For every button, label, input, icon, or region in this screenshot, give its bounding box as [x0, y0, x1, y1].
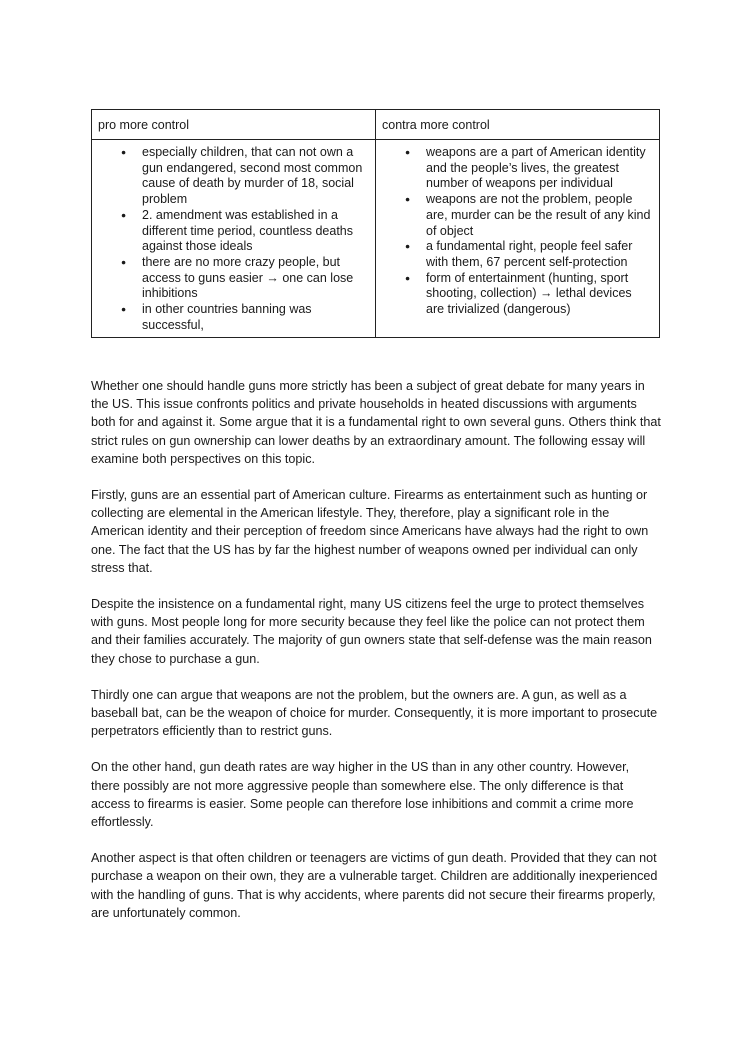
- header-pro: pro more control: [92, 110, 376, 140]
- essay-paragraph-intro: Whether one should handle guns more strictly has been a subject of great debate for many years in the US. This issue confronts politics and private households in heated discussions with arguments both for and against it. Some argue that it is a fundamental right to own several guns. Others think that strict rules on gun ownership can lower deaths by an extraordinary amount. The following essay will examine both perspectives on this topic.: [91, 379, 661, 466]
- pros-cons-table: [91, 109, 660, 338]
- pro-cell: [92, 140, 376, 338]
- essay-paragraph: Firstly, guns are an essential part of American culture. Firearms as entertainment such as hunting or collecting are elemental in the American lifestyle. They, therefore, play a significant role in the American identity and their perception of freedom since Americans have always had the right to own one. The fact that the US has by far the highest number of weapons owned per individual can only stress that.: [91, 488, 649, 575]
- contra-item: ● weapons are a part of American identity and the people’s lives, the greatest number of weapons per individual: [382, 145, 651, 192]
- essay-paragraph: Despite the insistence on a fundamental right, many US citizens feel the urge to protect themselves with guns. Most people long for more security because they feel like the police can not protect them and their families accurately. The majority of gun owners state that self-defense was the main reason they chose to purchase a gun.: [91, 597, 652, 666]
- essay-body: [91, 377, 661, 940]
- contra-item: ● weapons are not the problem, people are, murder can be the result of any kind of object: [382, 192, 651, 239]
- table-header-row: [92, 110, 660, 140]
- essay-paragraph: Thirdly one can argue that weapons are not the problem, but the owners are. A gun, as well as a baseball bat, can be the weapon of choice for murder. Consequently, it is more important to prosecute perpetrators efficiently than to restrict guns.: [91, 687, 658, 739]
- essay-paragraph: Another aspect is that often children or teenagers are victims of gun death. Provided that they can not purchase a weapon on their own, they are a vulnerable target. Children are additionally inexperienced with the handling of guns. That is why accidents, where parents did not secure their firearms properly, are unfortunately common.: [91, 851, 658, 920]
- pro-list: [98, 145, 367, 333]
- pro-item: ● 2. amendment was established in a different time period, countless deaths against those ideals: [98, 208, 367, 255]
- table-body-row: [92, 140, 660, 338]
- contra-item: ● a fundamental right, people feel safer with them, 67 percent self-protection: [382, 239, 651, 270]
- contra-cell: [376, 140, 660, 338]
- contra-list: [382, 145, 651, 318]
- pro-item: ● in other countries banning was successful,: [98, 302, 367, 333]
- pro-item: ● there are no more crazy people, but access to guns easier → one can lose inhibitions: [98, 255, 367, 302]
- essay-paragraph: On the other hand, gun death rates are way higher in the US than in any other country. However, there possibly are not more aggressive people than somewhere else. The only difference is that access to firearms is easier. Some people can therefore lose inhibitions and commit a crime more effortlessly.: [91, 760, 634, 830]
- contra-item: ● form of entertainment (hunting, sport shooting, collection) → lethal devices are trivialized (dangerous): [382, 271, 651, 318]
- header-contra: contra more control: [376, 110, 660, 140]
- pro-item: ● especially children, that can not own a gun endangered, second most common cause of death by murder of 18, social problem: [98, 145, 367, 208]
